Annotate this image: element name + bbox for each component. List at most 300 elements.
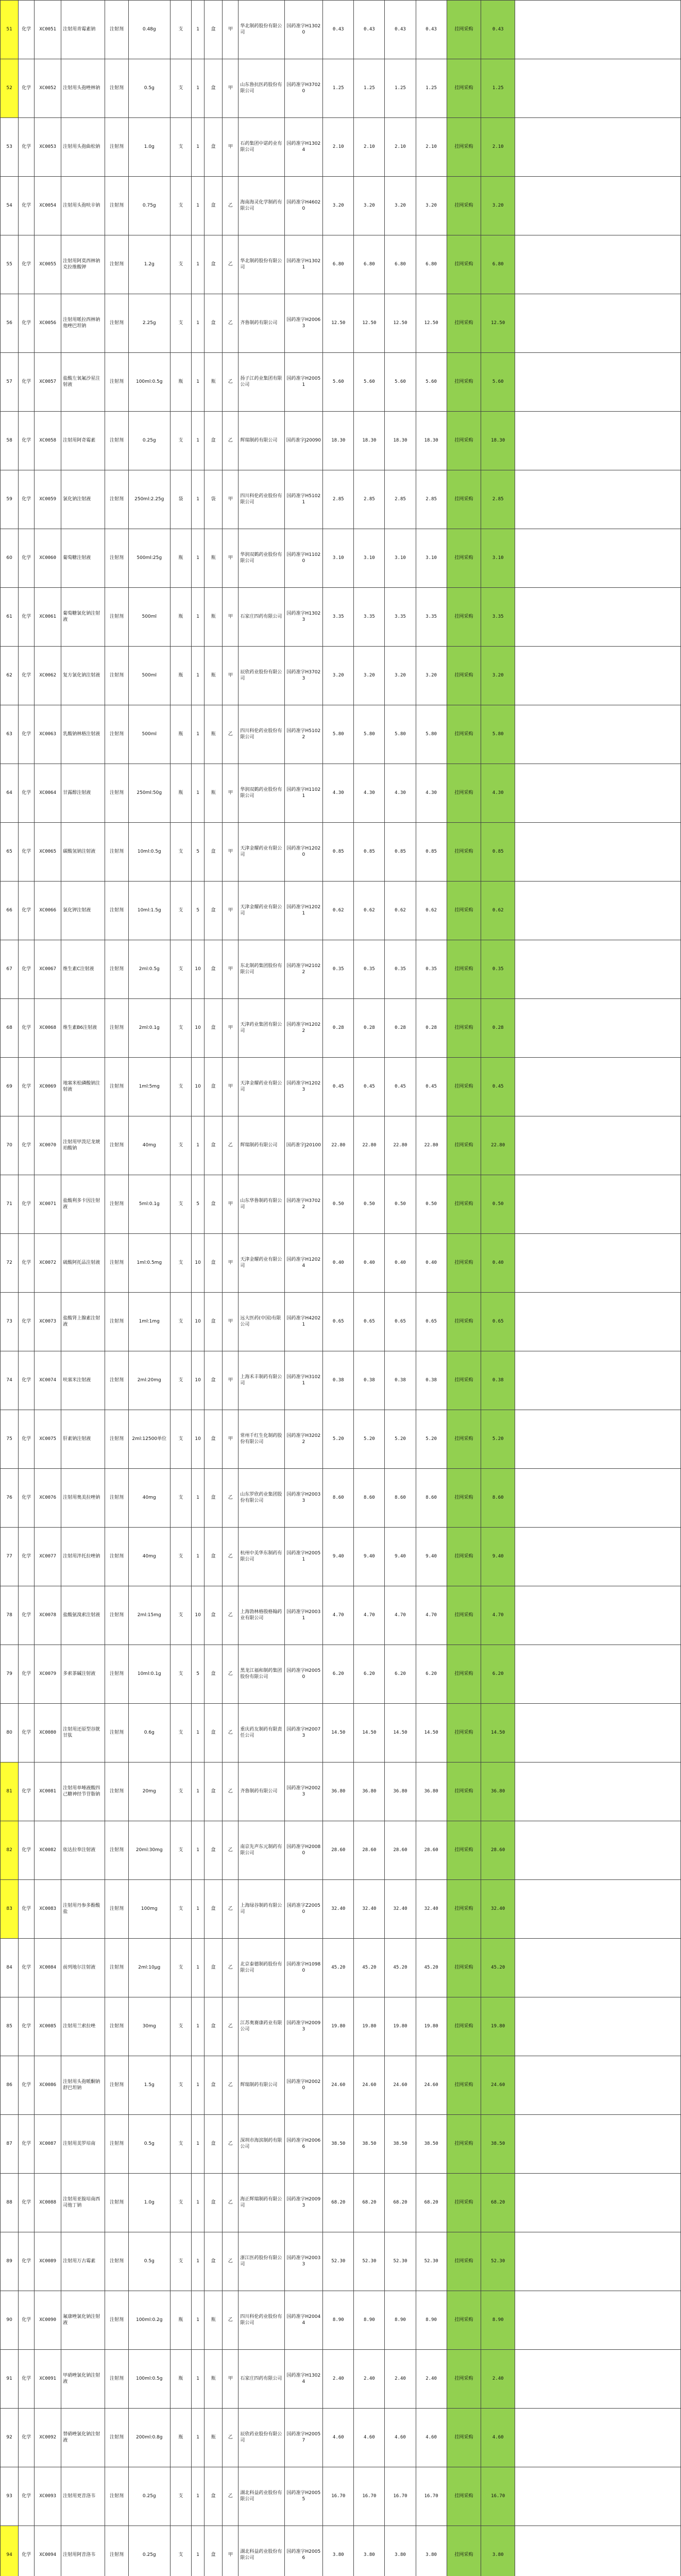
table-row (1, 2409, 681, 2467)
row-spec: 0.5g (128, 2232, 170, 2291)
row-category: 乙 (223, 2232, 239, 2291)
table-row (1, 940, 681, 999)
row-price-3: 4.70 (385, 1586, 416, 1645)
row-price-2: 0.50 (354, 1175, 385, 1234)
row-price-4: 68.20 (416, 2174, 447, 2232)
row-price-2: 18.30 (354, 412, 385, 470)
row-price-3: 3.80 (385, 2526, 416, 2576)
row-unit: 瓶 (205, 588, 223, 647)
row-blank (515, 1058, 681, 1116)
row-final-price: 5.60 (481, 353, 515, 412)
table-row (1, 1116, 681, 1175)
row-spec: 0.75g (128, 177, 170, 235)
row-manufacturer: 东北制药集团股份有限公司 (239, 940, 284, 999)
table-row (1, 2350, 681, 2409)
row-code: XC0091 (35, 2350, 61, 2409)
row-unit: 盒 (205, 2232, 223, 2291)
row-category: 甲 (223, 59, 239, 118)
row-manufacturer: 天津金耀药业有限公司 (239, 1058, 284, 1116)
row-price-2: 1.25 (354, 59, 385, 118)
row-class: 化学 (19, 1586, 35, 1645)
row-price-3: 3.20 (385, 647, 416, 705)
row-approval: 国药准字H20020 (284, 2056, 323, 2115)
row-unit: 瓶 (205, 2350, 223, 2409)
table-row (1, 1939, 681, 1997)
row-manufacturer: 石家庄四药有限公司 (239, 588, 284, 647)
row-form: 注射剂 (105, 2467, 129, 2526)
row-drug-name: 甘露醇注射液 (61, 764, 105, 823)
row-price-3: 0.28 (385, 999, 416, 1058)
row-status: 挂网采购 (447, 1175, 481, 1234)
row-price-3: 2.40 (385, 2350, 416, 2409)
row-unit: 盒 (205, 882, 223, 940)
row-price-4: 2.85 (416, 470, 447, 529)
row-price-2: 2.40 (354, 2350, 385, 2409)
row-seq: 78 (1, 1586, 19, 1645)
row-price-1: 16.70 (323, 2467, 354, 2526)
row-price-4: 38.50 (416, 2115, 447, 2174)
row-code: XC0060 (35, 529, 61, 588)
row-blank (515, 2056, 681, 2115)
row-price-3: 2.85 (385, 470, 416, 529)
row-count: 1 (192, 1939, 205, 1997)
row-price-4: 4.60 (416, 2409, 447, 2467)
row-price-2: 4.30 (354, 764, 385, 823)
row-code: XC0065 (35, 823, 61, 882)
row-price-2: 0.45 (354, 1058, 385, 1116)
row-price-3: 0.38 (385, 1351, 416, 1410)
row-spec: 1.0g (128, 118, 170, 177)
row-price-4: 52.30 (416, 2232, 447, 2291)
row-pack: 支 (170, 1586, 191, 1645)
row-final-price: 3.80 (481, 2526, 515, 2576)
row-class: 化学 (19, 235, 35, 294)
row-spec: 100ml:0.5g (128, 353, 170, 412)
row-final-price: 12.50 (481, 294, 515, 353)
row-price-4: 32.40 (416, 1880, 447, 1939)
row-seq: 92 (1, 2409, 19, 2467)
table-row (1, 1058, 681, 1116)
row-spec: 2ml:12500单位 (128, 1410, 170, 1469)
row-seq: 72 (1, 1234, 19, 1293)
row-code: XC0080 (35, 1704, 61, 1762)
row-seq: 85 (1, 1997, 19, 2056)
row-manufacturer: 山东华鲁制药有限公司 (239, 1175, 284, 1234)
row-spec: 1.0g (128, 2174, 170, 2232)
row-spec: 1ml:1mg (128, 1293, 170, 1351)
row-unit: 盒 (205, 1351, 223, 1410)
row-class: 化学 (19, 705, 35, 764)
row-unit: 盒 (205, 1704, 223, 1762)
row-drug-name: 维生素C注射液 (61, 940, 105, 999)
row-category: 乙 (223, 1528, 239, 1586)
row-spec: 250ml:2.25g (128, 470, 170, 529)
row-status: 挂网采购 (447, 2232, 481, 2291)
row-count: 10 (192, 940, 205, 999)
row-class: 化学 (19, 2526, 35, 2576)
row-status: 挂网采购 (447, 177, 481, 235)
row-price-3: 0.45 (385, 1058, 416, 1116)
row-spec: 40mg (128, 1469, 170, 1528)
row-price-2: 16.70 (354, 2467, 385, 2526)
row-price-1: 0.35 (323, 940, 354, 999)
row-final-price: 6.80 (481, 235, 515, 294)
row-code: XC0073 (35, 1293, 61, 1351)
row-count: 10 (192, 1351, 205, 1410)
row-spec: 40mg (128, 1116, 170, 1175)
row-price-2: 3.20 (354, 647, 385, 705)
row-price-1: 68.20 (323, 2174, 354, 2232)
row-price-2: 0.85 (354, 823, 385, 882)
row-status: 挂网采购 (447, 294, 481, 353)
row-status: 挂网采购 (447, 118, 481, 177)
row-manufacturer: 远大医药(中国)有限公司 (239, 1293, 284, 1351)
row-drug-name: 依达拉奉注射液 (61, 1821, 105, 1880)
row-manufacturer: 辉瑞制药有限公司 (239, 1116, 284, 1175)
row-seq: 89 (1, 2232, 19, 2291)
row-code: XC0093 (35, 2467, 61, 2526)
row-price-1: 36.80 (323, 1762, 354, 1821)
table-row (1, 705, 681, 764)
row-form: 注射剂 (105, 588, 129, 647)
row-final-price: 45.20 (481, 1939, 515, 1997)
row-final-price: 0.85 (481, 823, 515, 882)
row-price-4: 3.80 (416, 2526, 447, 2576)
row-seq: 62 (1, 647, 19, 705)
row-unit: 盒 (205, 294, 223, 353)
table-row (1, 1469, 681, 1528)
row-spec: 0.25g (128, 2526, 170, 2576)
row-drug-name: 注射用美罗培南 (61, 2115, 105, 2174)
table-row (1, 2291, 681, 2350)
row-pack: 瓶 (170, 2409, 191, 2467)
table-row (1, 2526, 681, 2576)
row-approval: 国药准字H13024 (284, 2350, 323, 2409)
row-blank (515, 294, 681, 353)
row-category: 甲 (223, 118, 239, 177)
row-unit: 盒 (205, 2174, 223, 2232)
row-manufacturer: 齐鲁制药有限公司 (239, 294, 284, 353)
row-approval: 国药准字H20055 (284, 2467, 323, 2526)
row-seq: 80 (1, 1704, 19, 1762)
row-category: 甲 (223, 1234, 239, 1293)
row-seq: 81 (1, 1762, 19, 1821)
table-row (1, 2232, 681, 2291)
row-manufacturer: 重庆药友制药有限责任公司 (239, 1704, 284, 1762)
row-count: 1 (192, 1821, 205, 1880)
row-final-price: 19.80 (481, 1997, 515, 2056)
row-manufacturer: 海正辉瑞制药有限公司 (239, 2174, 284, 2232)
row-blank (515, 118, 681, 177)
row-status: 挂网采购 (447, 1234, 481, 1293)
row-code: XC0054 (35, 177, 61, 235)
row-code: XC0066 (35, 882, 61, 940)
row-category: 乙 (223, 1469, 239, 1528)
table-row (1, 999, 681, 1058)
row-manufacturer: 华润双鹤药业股份有限公司 (239, 764, 284, 823)
row-price-2: 0.62 (354, 882, 385, 940)
row-status: 挂网采购 (447, 647, 481, 705)
row-unit: 盒 (205, 1586, 223, 1645)
row-price-1: 5.60 (323, 353, 354, 412)
row-category: 乙 (223, 1997, 239, 2056)
row-category: 甲 (223, 1175, 239, 1234)
row-price-3: 12.50 (385, 294, 416, 353)
row-status: 挂网采购 (447, 529, 481, 588)
row-class: 化学 (19, 1469, 35, 1528)
row-price-3: 5.20 (385, 1410, 416, 1469)
row-code: XC0076 (35, 1469, 61, 1528)
row-form: 注射剂 (105, 1821, 129, 1880)
row-spec: 2ml:0.1g (128, 999, 170, 1058)
row-form: 注射剂 (105, 294, 129, 353)
row-pack: 支 (170, 1704, 191, 1762)
row-seq: 70 (1, 1116, 19, 1175)
row-pack: 支 (170, 59, 191, 118)
row-drug-name: 注射用奥美拉唑钠 (61, 1469, 105, 1528)
row-class: 化学 (19, 470, 35, 529)
row-form: 注射剂 (105, 2056, 129, 2115)
row-approval: 国药准字H12021 (284, 882, 323, 940)
row-count: 1 (192, 177, 205, 235)
row-category: 乙 (223, 2056, 239, 2115)
row-unit: 瓶 (205, 2291, 223, 2350)
row-blank (515, 235, 681, 294)
row-pack: 支 (170, 2056, 191, 2115)
row-pack: 支 (170, 1821, 191, 1880)
row-category: 乙 (223, 1762, 239, 1821)
row-price-4: 0.28 (416, 999, 447, 1058)
row-class: 化学 (19, 882, 35, 940)
row-pack: 瓶 (170, 764, 191, 823)
row-approval: 国药准字H20023 (284, 1762, 323, 1821)
row-manufacturer: 四川科伦药业股份有限公司 (239, 470, 284, 529)
row-form: 注射剂 (105, 1351, 129, 1410)
row-count: 1 (192, 2467, 205, 2526)
row-status: 挂网采购 (447, 1, 481, 59)
table-row (1, 1704, 681, 1762)
row-seq: 68 (1, 999, 19, 1058)
row-approval: 国药准字H51021 (284, 470, 323, 529)
row-class: 化学 (19, 2409, 35, 2467)
row-code: XC0084 (35, 1939, 61, 1997)
row-category: 甲 (223, 764, 239, 823)
row-final-price: 0.38 (481, 1351, 515, 1410)
row-count: 10 (192, 1234, 205, 1293)
row-seq: 64 (1, 764, 19, 823)
row-blank (515, 940, 681, 999)
row-approval: 国药准字H12024 (284, 1234, 323, 1293)
row-form: 注射剂 (105, 1997, 129, 2056)
row-price-1: 24.60 (323, 2056, 354, 2115)
row-unit: 盒 (205, 1997, 223, 2056)
row-seq: 56 (1, 294, 19, 353)
row-drug-name: 肝素钠注射液 (61, 1410, 105, 1469)
row-status: 挂网采购 (447, 882, 481, 940)
row-approval: 国药准字H20093 (284, 2174, 323, 2232)
row-class: 化学 (19, 823, 35, 882)
row-manufacturer: 天津金耀药业有限公司 (239, 823, 284, 882)
row-code: XC0059 (35, 470, 61, 529)
row-price-3: 3.10 (385, 529, 416, 588)
row-category: 甲 (223, 1410, 239, 1469)
table-row (1, 1410, 681, 1469)
row-drug-name: 注射用更昔洛韦 (61, 2467, 105, 2526)
row-approval: 国药准字H21022 (284, 940, 323, 999)
row-drug-name: 碳酸氢钠注射液 (61, 823, 105, 882)
row-class: 化学 (19, 1704, 35, 1762)
row-count: 5 (192, 1645, 205, 1704)
row-drug-name: 盐酸左氧氟沙星注射液 (61, 353, 105, 412)
row-status: 挂网采购 (447, 412, 481, 470)
row-seq: 57 (1, 353, 19, 412)
row-count: 5 (192, 882, 205, 940)
row-code: XC0077 (35, 1528, 61, 1586)
row-price-2: 0.43 (354, 1, 385, 59)
row-pack: 支 (170, 882, 191, 940)
row-drug-name: 盐酸肾上腺素注射液 (61, 1293, 105, 1351)
row-form: 注射剂 (105, 2115, 129, 2174)
row-blank (515, 1528, 681, 1586)
row-unit: 盒 (205, 940, 223, 999)
row-unit: 盒 (205, 235, 223, 294)
row-unit: 盒 (205, 823, 223, 882)
row-drug-name: 注射用万古霉素 (61, 2232, 105, 2291)
row-form: 注射剂 (105, 2526, 129, 2576)
row-price-1: 9.40 (323, 1528, 354, 1586)
row-pack: 瓶 (170, 2350, 191, 2409)
row-approval: 国药准字Z20050 (284, 1880, 323, 1939)
row-form: 注射剂 (105, 470, 129, 529)
row-code: XC0053 (35, 118, 61, 177)
row-spec: 10ml:1.5g (128, 882, 170, 940)
row-pack: 支 (170, 2467, 191, 2526)
row-price-4: 3.10 (416, 529, 447, 588)
row-status: 挂网采购 (447, 1469, 481, 1528)
row-manufacturer: 浙江医药股份有限公司 (239, 2232, 284, 2291)
row-pack: 瓶 (170, 647, 191, 705)
row-seq: 73 (1, 1293, 19, 1351)
row-unit: 盒 (205, 1234, 223, 1293)
row-count: 1 (192, 2291, 205, 2350)
row-seq: 54 (1, 177, 19, 235)
row-blank (515, 1410, 681, 1469)
row-price-3: 38.50 (385, 2115, 416, 2174)
row-unit: 盒 (205, 1880, 223, 1939)
row-price-4: 3.35 (416, 588, 447, 647)
row-blank (515, 470, 681, 529)
table-row (1, 470, 681, 529)
row-unit: 盒 (205, 2467, 223, 2526)
row-price-4: 6.20 (416, 1645, 447, 1704)
row-approval: 国药准字H51022 (284, 705, 323, 764)
row-price-1: 18.30 (323, 412, 354, 470)
row-status: 挂网采购 (447, 1821, 481, 1880)
row-blank (515, 882, 681, 940)
row-class: 化学 (19, 2291, 35, 2350)
row-price-4: 36.80 (416, 1762, 447, 1821)
row-approval: 国药准字H20051 (284, 1528, 323, 1586)
row-price-4: 8.60 (416, 1469, 447, 1528)
row-final-price: 16.70 (481, 2467, 515, 2526)
row-approval: 国药准字H20066 (284, 2115, 323, 2174)
row-pack: 支 (170, 2174, 191, 2232)
row-pack: 支 (170, 2232, 191, 2291)
row-blank (515, 412, 681, 470)
row-form: 注射剂 (105, 529, 129, 588)
row-class: 化学 (19, 294, 35, 353)
row-status: 挂网采购 (447, 1410, 481, 1469)
row-blank (515, 59, 681, 118)
row-unit: 瓶 (205, 529, 223, 588)
row-unit: 盒 (205, 118, 223, 177)
row-price-1: 0.62 (323, 882, 354, 940)
row-pack: 支 (170, 118, 191, 177)
row-price-1: 8.90 (323, 2291, 354, 2350)
row-final-price: 0.43 (481, 1, 515, 59)
row-class: 化学 (19, 118, 35, 177)
table-row (1, 1762, 681, 1821)
row-price-2: 2.10 (354, 118, 385, 177)
row-blank (515, 1645, 681, 1704)
row-category: 甲 (223, 1293, 239, 1351)
row-seq: 60 (1, 529, 19, 588)
row-class: 化学 (19, 529, 35, 588)
row-class: 化学 (19, 2467, 35, 2526)
row-price-3: 68.20 (385, 2174, 416, 2232)
row-class: 化学 (19, 1821, 35, 1880)
row-pack: 支 (170, 940, 191, 999)
row-price-4: 6.80 (416, 235, 447, 294)
row-approval: 国药准字H46020 (284, 177, 323, 235)
row-pack: 支 (170, 2526, 191, 2576)
row-unit: 盒 (205, 1410, 223, 1469)
row-manufacturer: 辉瑞制药有限公司 (239, 2056, 284, 2115)
row-form: 注射剂 (105, 1058, 129, 1116)
row-category: 乙 (223, 1645, 239, 1704)
row-pack: 支 (170, 235, 191, 294)
row-drug-name: 葡萄糖氯化钠注射液 (61, 588, 105, 647)
row-final-price: 18.30 (481, 412, 515, 470)
row-category: 甲 (223, 647, 239, 705)
row-manufacturer: 山东鲁抗医药股份有限公司 (239, 59, 284, 118)
row-price-2: 68.20 (354, 2174, 385, 2232)
row-category: 甲 (223, 2350, 239, 2409)
row-spec: 5ml:0.1g (128, 1175, 170, 1234)
row-final-price: 0.62 (481, 882, 515, 940)
row-spec: 100ml:0.2g (128, 2291, 170, 2350)
row-manufacturer: 上海勃林格殷格翰药业有限公司 (239, 1586, 284, 1645)
row-count: 1 (192, 1762, 205, 1821)
row-final-price: 0.40 (481, 1234, 515, 1293)
row-manufacturer: 天津金耀药业有限公司 (239, 882, 284, 940)
row-price-3: 5.60 (385, 353, 416, 412)
row-count: 5 (192, 1175, 205, 1234)
row-price-3: 28.60 (385, 1821, 416, 1880)
row-approval: 国药准字H20051 (284, 353, 323, 412)
row-manufacturer: 天津金耀药业有限公司 (239, 1234, 284, 1293)
row-price-3: 36.80 (385, 1762, 416, 1821)
row-manufacturer: 华润双鹤药业股份有限公司 (239, 529, 284, 588)
row-form: 注射剂 (105, 2232, 129, 2291)
table-row (1, 59, 681, 118)
row-approval: 国药准字H10980 (284, 1939, 323, 1997)
row-approval: 国药准字H20031 (284, 1586, 323, 1645)
row-count: 1 (192, 705, 205, 764)
row-count: 10 (192, 1586, 205, 1645)
row-price-2: 3.10 (354, 529, 385, 588)
row-category: 乙 (223, 1880, 239, 1939)
